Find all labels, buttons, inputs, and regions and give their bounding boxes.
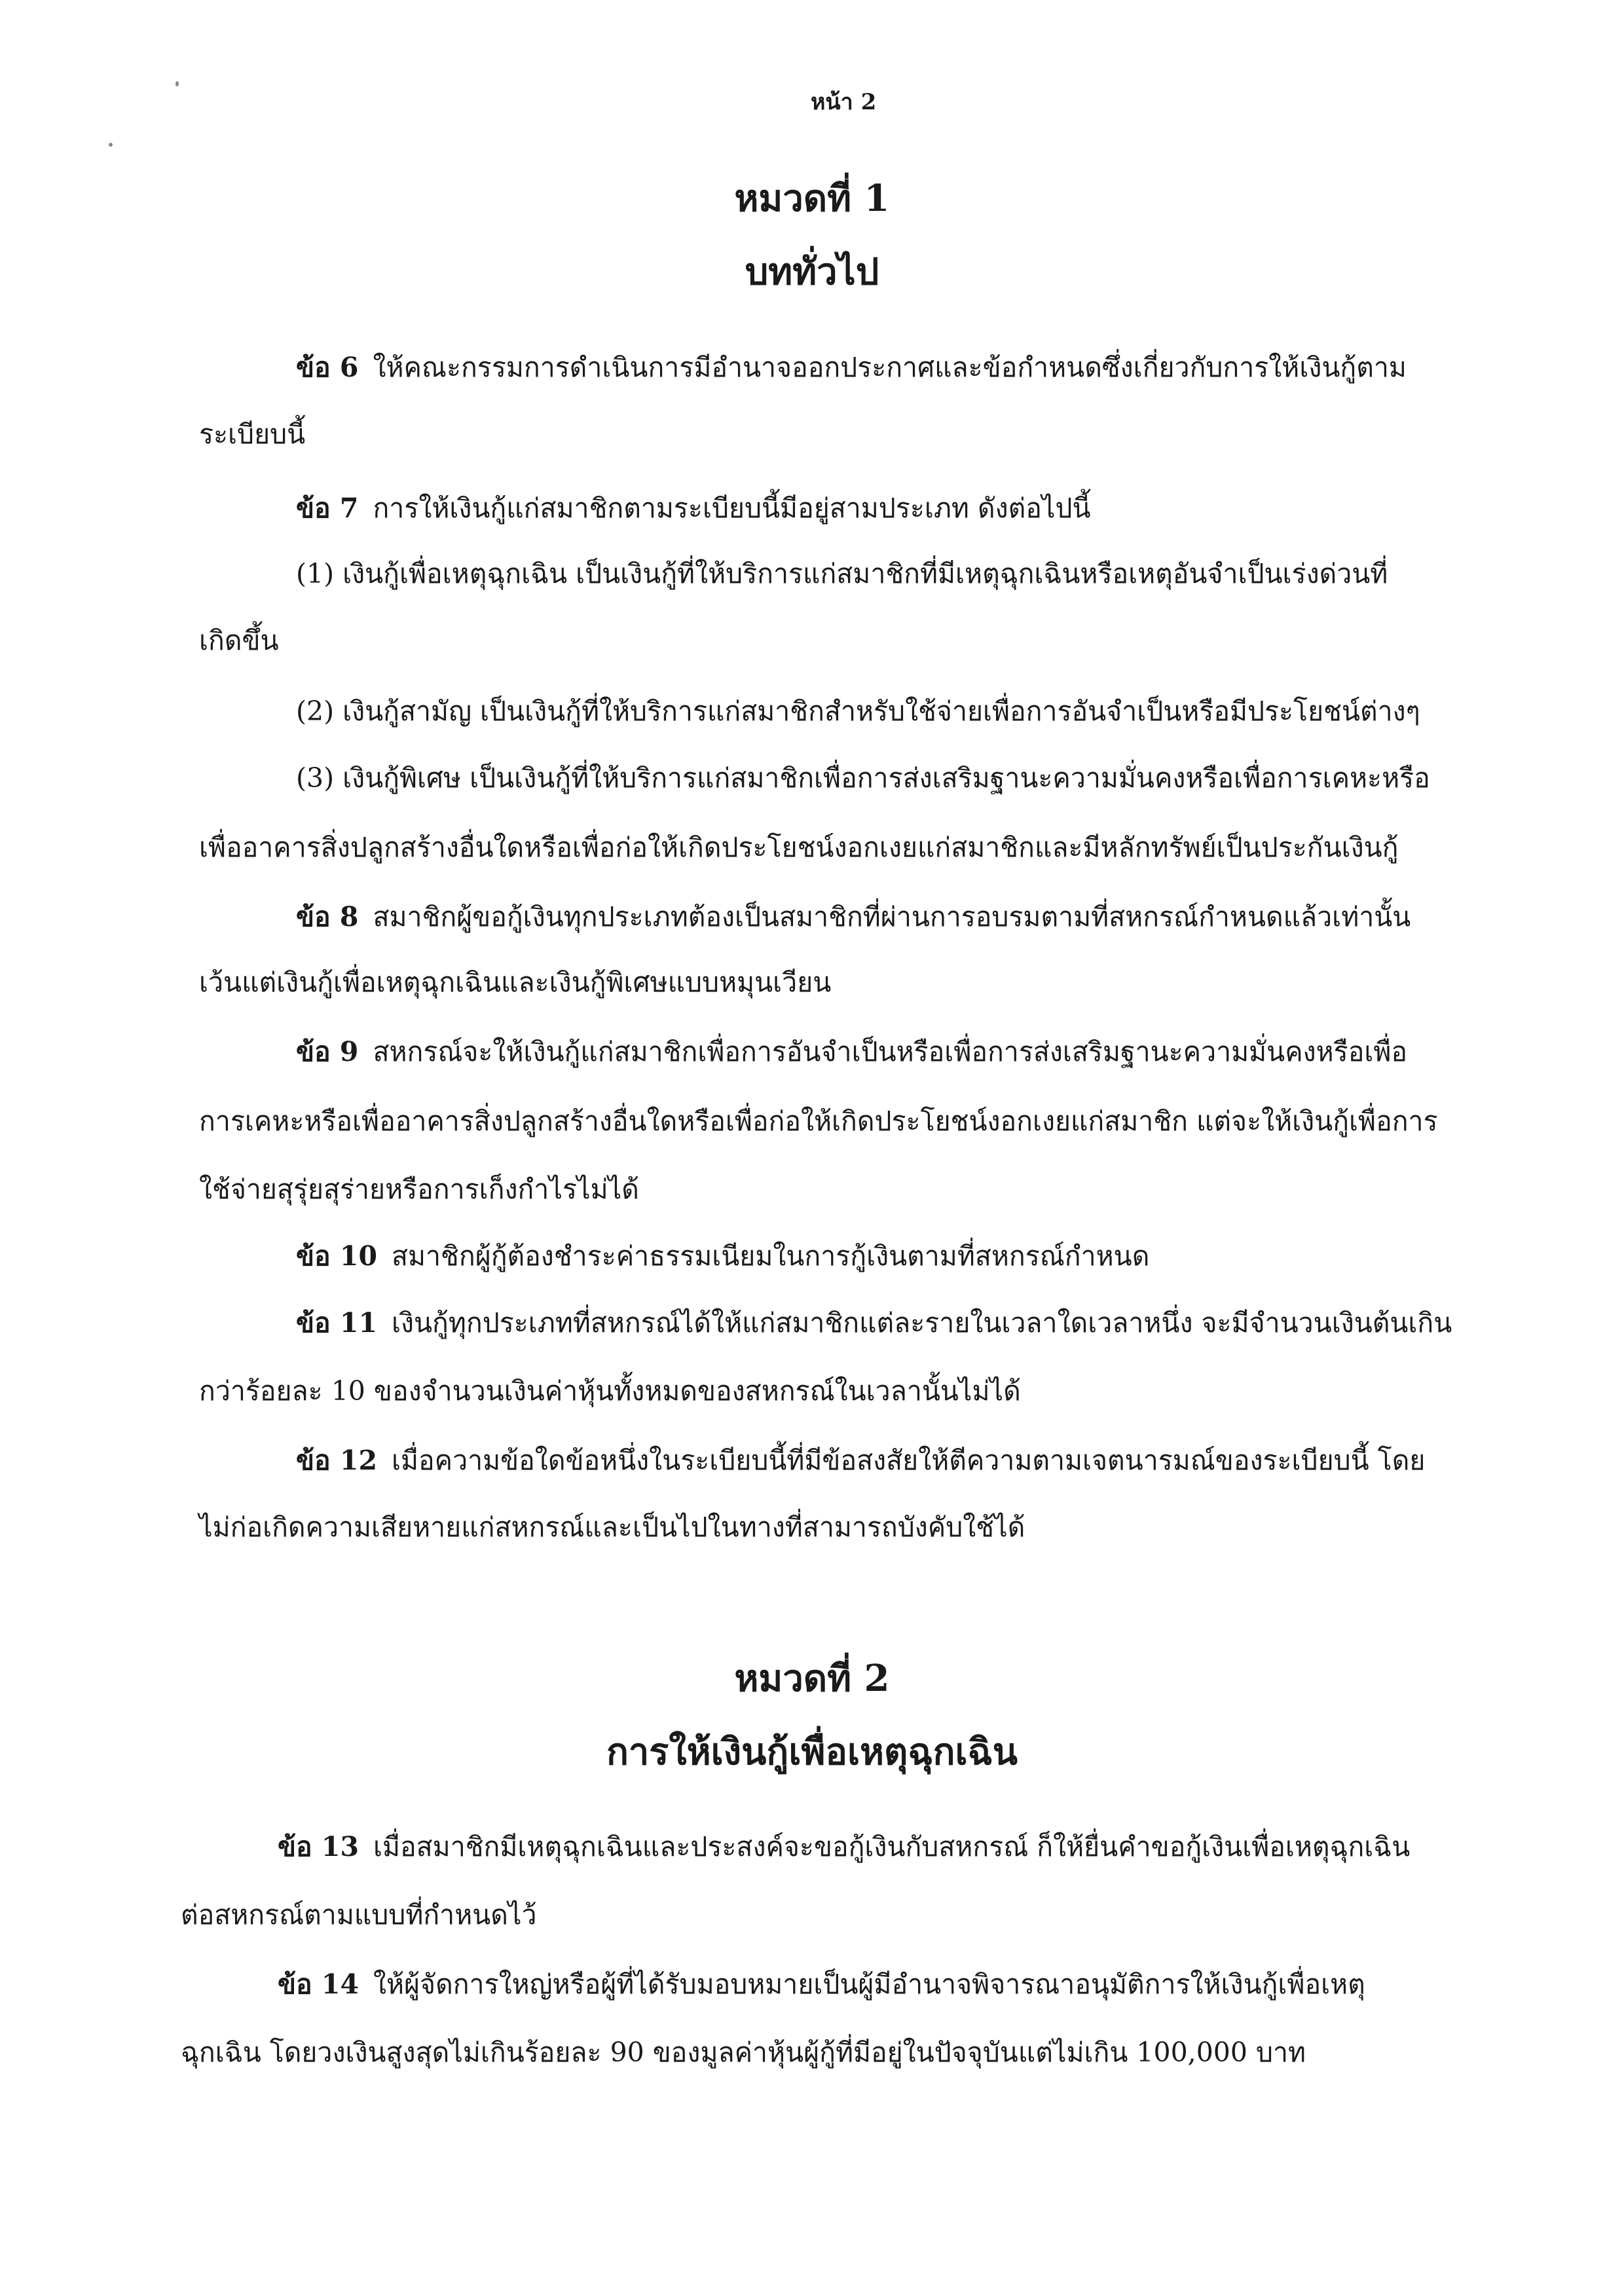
clause-7-text: การให้เงินกู้แก่สมาชิกตามระเบียบนี้มีอยู่สามประเภท ดังต่อไปนี้ [373,492,1091,524]
clause-9-line [296,1036,1407,1067]
clause-7-item-3: (3) เงินกู้พิเศษ เป็นเงินกู้ที่ให้บริการแก่สมาชิกเพื่อการส่งเสริมฐานะความมั่นคงหรือเพื่อการเคหะหรือ [296,762,1430,794]
clause-6-text: ให้คณะกรรมการดำเนินการมีอำนาจออกประกาศและข้อกำหนดซึ่งเกี่ยวกับการให้เงินกู้ตาม [373,352,1407,383]
chapter-1-title: หมวดที่ 1 [734,177,890,220]
clause-9-continuation-1: การเคหะหรือเพื่ออาคารสิ่งปลูกสร้างอื่นใดหรือเพื่อก่อให้เกิดประโยชน์งอกเงยแก่สมาชิก แต่จะให้เงินกู้เพื่อการ [199,1105,1438,1137]
chapter-1-subtitle: บททั่วไป [745,250,879,293]
clause-12-text: เมื่อความข้อใดข้อหนึ่งในระเบียบนี้ที่มีข้อสงสัยให้ตีความตามเจตนารมณ์ของระเบียบนี้ โดย [391,1445,1426,1476]
chapter-2-title: หมวดที่ 2 [734,1657,890,1700]
clause-12-continuation: ไม่ก่อเกิดความเสียหายแก่สหกรณ์และเป็นไปในทางที่สามารถบังคับใช้ได้ [199,1511,1025,1543]
clause-13-text: เมื่อสมาชิกมีเหตุฉุกเฉินและประสงค์จะขอกู้เงินกับสหกรณ์ ก็ให้ยื่นคำขอกู้เงินเพื่อเหตุฉุกเฉิน [373,1831,1411,1862]
clause-12-label: ข้อ 12 [296,1445,377,1476]
clause-10-text: สมาชิกผู้กู้ต้องชำระค่าธรรมเนียมในการกู้เงินตามที่สหกรณ์กำหนด [391,1240,1150,1272]
scan-speck [175,81,179,86]
clause-11-continuation: กว่าร้อยละ 10 ของจำนวนเงินค่าหุ้นทั้งหมดของสหกรณ์ในเวลานั้นไม่ได้ [199,1375,1021,1407]
clause-9-label: ข้อ 9 [296,1036,359,1067]
clause-8-text: สมาชิกผู้ขอกู้เงินทุกประเภทต้องเป็นสมาชิกที่ผ่านการอบรมตามที่สหกรณ์กำหนดแล้วเท่านั้น [373,901,1411,933]
clause-9-continuation-2: ใช้จ่ายสุรุ่ยสุร่ายหรือการเก็งกำไรไม่ได้ [199,1174,639,1205]
clause-14-continuation: ฉุกเฉิน โดยวงเงินสูงสุดไม่เกินร้อยละ 90 ของมูลค่าหุ้นผู้กู้ที่มีอยู่ในปัจจุบันแต่ไม่เกิน 100,000 บาท [181,2037,1306,2068]
clause-8-continuation: เว้นแต่เงินกู้เพื่อเหตุฉุกเฉินและเงินกู้พิเศษแบบหมุนเวียน [199,967,832,998]
clause-12-line [296,1447,1425,1474]
clause-11-line [296,1307,1452,1339]
clause-14-line [278,1971,1365,1998]
clause-7-item-3-continuation: เพื่ออาคารสิ่งปลูกสร้างอื่นใดหรือเพื่อก่อให้เกิดประโยชน์งอกเงยแก่สมาชิกและมีหลักทรัพย์เป็นประกันเงินกู้ [199,832,1399,863]
clause-13-label: ข้อ 13 [278,1831,359,1862]
clause-7-line [296,492,1091,524]
clause-7-label: ข้อ 7 [296,492,359,524]
page-number: หน้า 2 [811,89,877,115]
clause-7-item-1-continuation: เกิดขึ้น [199,625,279,656]
clause-7-item-2: (2) เงินกู้สามัญ เป็นเงินกู้ที่ให้บริการแก่สมาชิกสำหรับใช้จ่ายเพื่อการอันจำเป็นหรือมีประโยชน์ต่างๆ [296,695,1420,727]
clause-11-label: ข้อ 11 [296,1307,377,1339]
chapter-2-subtitle: การให้เงินกู้เพื่อเหตุฉุกเฉิน [606,1730,1018,1773]
scan-speck [109,143,113,147]
clause-10-line [296,1240,1150,1272]
clause-14-label: ข้อ 14 [278,1969,359,2000]
clause-9-text: สหกรณ์จะให้เงินกู้แก่สมาชิกเพื่อการอันจำเป็นหรือเพื่อการส่งเสริมฐานะความมั่นคงหรือเพื่อ [373,1036,1407,1067]
clause-10-label: ข้อ 10 [296,1240,377,1272]
clause-6-label: ข้อ 6 [296,352,359,383]
clause-7-item-1: (1) เงินกู้เพื่อเหตุฉุกเฉิน เป็นเงินกู้ที่ให้บริการแก่สมาชิกที่มีเหตุฉุกเฉินหรือเหตุอันจำเป็นเร่งด่วนที่ [296,558,1388,589]
clause-13-line [278,1831,1411,1862]
clause-6-continuation: ระเบียบนี้ [199,418,306,450]
clause-13-continuation: ต่อสหกรณ์ตามแบบที่กำหนดไว้ [181,1899,537,1931]
clause-8-label: ข้อ 8 [296,901,359,933]
clause-14-text: ให้ผู้จัดการใหญ่หรือผู้ที่ได้รับมอบหมายเป็นผู้มีอำนาจพิจารณาอนุมัติการให้เงินกู้เพื่อเหตุ [373,1969,1365,2000]
clause-8-line [296,901,1411,933]
clause-6-line [296,354,1407,381]
clause-11-text: เงินกู้ทุกประเภทที่สหกรณ์ได้ให้แก่สมาชิกแต่ละรายในเวลาใดเวลาหนึ่ง จะมีจำนวนเงินต้นเกิน [391,1307,1452,1339]
